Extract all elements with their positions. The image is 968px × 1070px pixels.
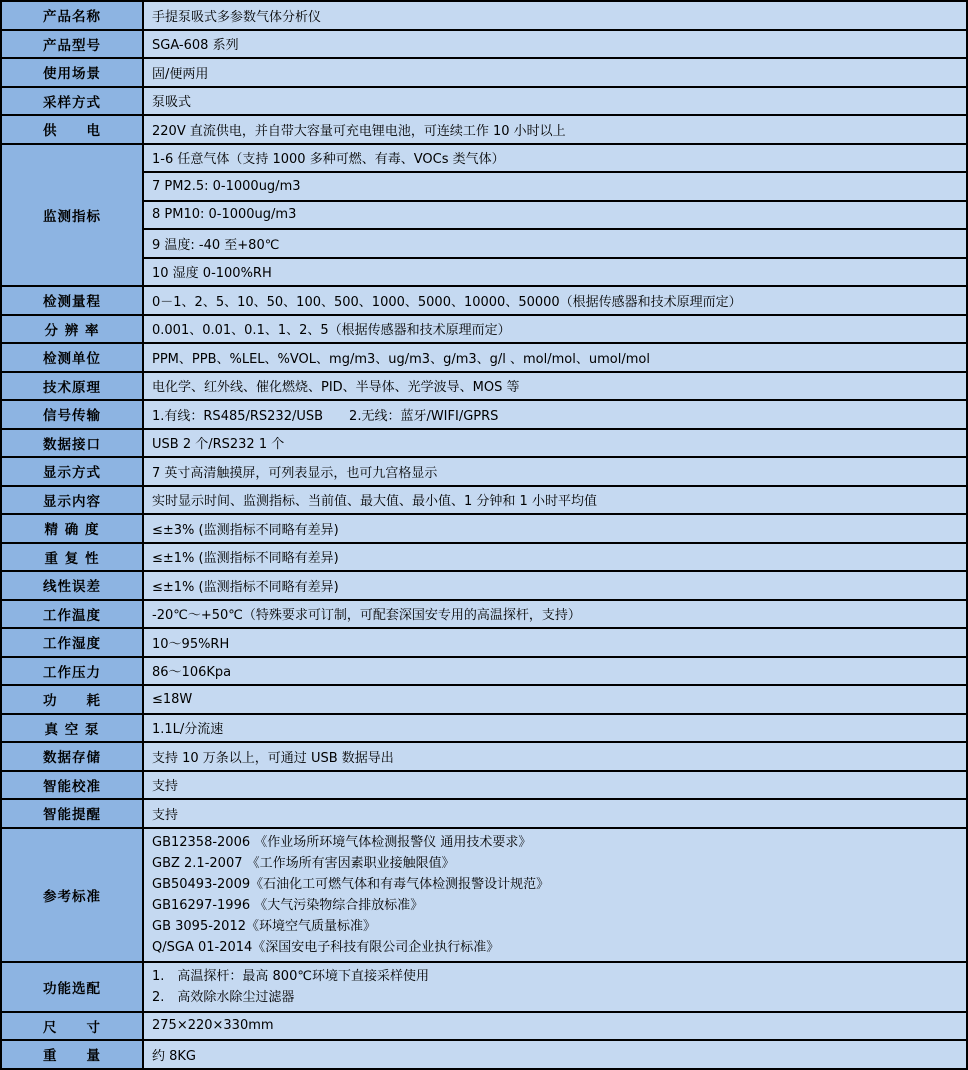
spec-sub-row xyxy=(1,144,967,173)
spec-value: 泵吸式 xyxy=(143,87,967,116)
spec-value: 1.有线：RS485/RS232/USB 2.无线：蓝牙/WIFI/GPRS xyxy=(143,400,967,429)
spec-row xyxy=(1,685,967,714)
spec-value-line: 1. 高温探杆：最高 800℃环境下直接采样使用 xyxy=(152,968,429,984)
spec-label: 真 空 泵 xyxy=(1,714,143,743)
spec-label: 监测指标 xyxy=(1,144,143,287)
spec-value-line: GB50493-2009《石油化工可燃气体和有毒气体检测报警设计规范》 xyxy=(152,876,550,892)
spec-label: 使用场景 xyxy=(1,58,143,87)
spec-label: 参考标准 xyxy=(1,828,143,962)
spec-value: 0.001、0.01、0.1、1、2、5（根据传感器和技术原理而定） xyxy=(143,315,967,344)
spec-row xyxy=(1,962,967,1012)
spec-row xyxy=(1,1,967,30)
spec-row xyxy=(1,115,967,144)
spec-row xyxy=(1,400,967,429)
spec-value: 10～95%RH xyxy=(143,628,967,657)
spec-value-line: GB12358-2006 《作业场所环境气体检测报警仪 通用技术要求》 xyxy=(152,834,532,850)
spec-sub-row xyxy=(1,229,967,258)
spec-value: 275×220×330mm xyxy=(143,1012,967,1041)
spec-row xyxy=(1,657,967,686)
spec-row xyxy=(1,571,967,600)
spec-label: 数据存储 xyxy=(1,742,143,771)
spec-row xyxy=(1,771,967,800)
spec-row xyxy=(1,714,967,743)
spec-row xyxy=(1,87,967,116)
spec-row xyxy=(1,457,967,486)
spec-value: 7 PM2.5: 0-1000ug/m3 xyxy=(143,172,967,201)
spec-row xyxy=(1,600,967,629)
spec-value: 1.1L/分流速 xyxy=(143,714,967,743)
spec-label: 重 复 性 xyxy=(1,543,143,572)
spec-value: 8 PM10: 0-1000ug/m3 xyxy=(143,201,967,230)
spec-label: 数据接口 xyxy=(1,429,143,458)
spec-value: ≤±1% (监测指标不同略有差异) xyxy=(143,571,967,600)
spec-label: 尺 寸 xyxy=(1,1012,143,1041)
spec-label: 工作温度 xyxy=(1,600,143,629)
spec-label: 智能提醒 xyxy=(1,799,143,828)
spec-value: 220V 直流供电，并自带大容量可充电锂电池，可连续工作 10 小时以上 xyxy=(143,115,967,144)
spec-row xyxy=(1,1012,967,1041)
spec-value: 0－1、2、5、10、50、100、500、1000、5000、10000、50000（根据传感器和技术原理而定） xyxy=(143,286,967,315)
spec-label: 功能选配 xyxy=(1,962,143,1012)
spec-value-line: Q/SGA 01-2014《深国安电子科技有限公司企业执行标准》 xyxy=(152,939,500,955)
spec-label: 产品型号 xyxy=(1,30,143,59)
spec-value: SGA-608 系列 xyxy=(143,30,967,59)
spec-sub-row xyxy=(1,201,967,230)
spec-label: 重 量 xyxy=(1,1040,143,1069)
spec-row xyxy=(1,429,967,458)
spec-value: 10 湿度 0-100%RH xyxy=(143,258,967,287)
spec-row xyxy=(1,30,967,59)
spec-value: 支持 xyxy=(143,771,967,800)
spec-value-group xyxy=(143,962,967,1012)
spec-value: 约 8KG xyxy=(143,1040,967,1069)
spec-value-line: GB16297-1996 《大气污染物综合排放标准》 xyxy=(152,897,424,913)
spec-label: 供 电 xyxy=(1,115,143,144)
spec-row xyxy=(1,799,967,828)
spec-label: 显示内容 xyxy=(1,486,143,515)
spec-row xyxy=(1,828,967,962)
spec-row xyxy=(1,58,967,87)
spec-value: 手提泵吸式多参数气体分析仪 xyxy=(143,1,967,30)
spec-value: ≤±3% (监测指标不同略有差异) xyxy=(143,514,967,543)
spec-value: PPM、PPB、%LEL、%VOL、mg/m3、ug/m3、g/m3、g/l 、mol/mol、umol/mol xyxy=(143,343,967,372)
spec-value: USB 2 个/RS232 1 个 xyxy=(143,429,967,458)
spec-sub-row xyxy=(1,258,967,287)
spec-row xyxy=(1,286,967,315)
spec-sub-row xyxy=(1,172,967,201)
spec-label: 工作压力 xyxy=(1,657,143,686)
spec-label: 工作湿度 xyxy=(1,628,143,657)
spec-label: 分 辨 率 xyxy=(1,315,143,344)
spec-value: 7 英寸高清触摸屏，可列表显示，也可九宫格显示 xyxy=(143,457,967,486)
spec-label: 采样方式 xyxy=(1,87,143,116)
spec-label: 线性误差 xyxy=(1,571,143,600)
spec-label: 检测单位 xyxy=(1,343,143,372)
spec-row xyxy=(1,1040,967,1069)
spec-value: 支持 10 万条以上，可通过 USB 数据导出 xyxy=(143,742,967,771)
spec-label: 智能校准 xyxy=(1,771,143,800)
spec-label: 信号传输 xyxy=(1,400,143,429)
spec-row xyxy=(1,343,967,372)
spec-row xyxy=(1,514,967,543)
spec-table-body xyxy=(1,1,967,1069)
spec-value: 1-6 任意气体（支持 1000 多种可燃、有毒、VOCs 类气体） xyxy=(143,144,967,173)
spec-value: 固/便两用 xyxy=(143,58,967,87)
spec-value: ≤±1% (监测指标不同略有差异) xyxy=(143,543,967,572)
spec-row xyxy=(1,315,967,344)
spec-value-line: GB 3095-2012《环境空气质量标准》 xyxy=(152,918,376,934)
spec-value: 9 温度: -40 至+80℃ xyxy=(143,229,967,258)
spec-label: 精 确 度 xyxy=(1,514,143,543)
spec-value: 电化学、红外线、催化燃烧、PID、半导体、光学波导、MOS 等 xyxy=(143,372,967,401)
spec-label: 功 耗 xyxy=(1,685,143,714)
spec-label: 检测量程 xyxy=(1,286,143,315)
spec-value: 支持 xyxy=(143,799,967,828)
spec-label: 产品名称 xyxy=(1,1,143,30)
spec-value-line: GBZ 2.1-2007 《工作场所有害因素职业接触限值》 xyxy=(152,855,455,871)
spec-row xyxy=(1,628,967,657)
spec-value: ≤18W xyxy=(143,685,967,714)
spec-label: 技术原理 xyxy=(1,372,143,401)
spec-row xyxy=(1,372,967,401)
spec-value: 实时显示时间、监测指标、当前值、最大值、最小值、1 分钟和 1 小时平均值 xyxy=(143,486,967,515)
spec-label: 显示方式 xyxy=(1,457,143,486)
spec-row xyxy=(1,543,967,572)
spec-row xyxy=(1,742,967,771)
spec-row xyxy=(1,486,967,515)
spec-value: -20℃～+50℃（特殊要求可订制，可配套深国安专用的高温探杆，支持） xyxy=(143,600,967,629)
spec-value: 86～106Kpa xyxy=(143,657,967,686)
spec-value-group xyxy=(143,828,967,962)
spec-value-line: 2. 高效除水除尘过滤器 xyxy=(152,989,295,1005)
